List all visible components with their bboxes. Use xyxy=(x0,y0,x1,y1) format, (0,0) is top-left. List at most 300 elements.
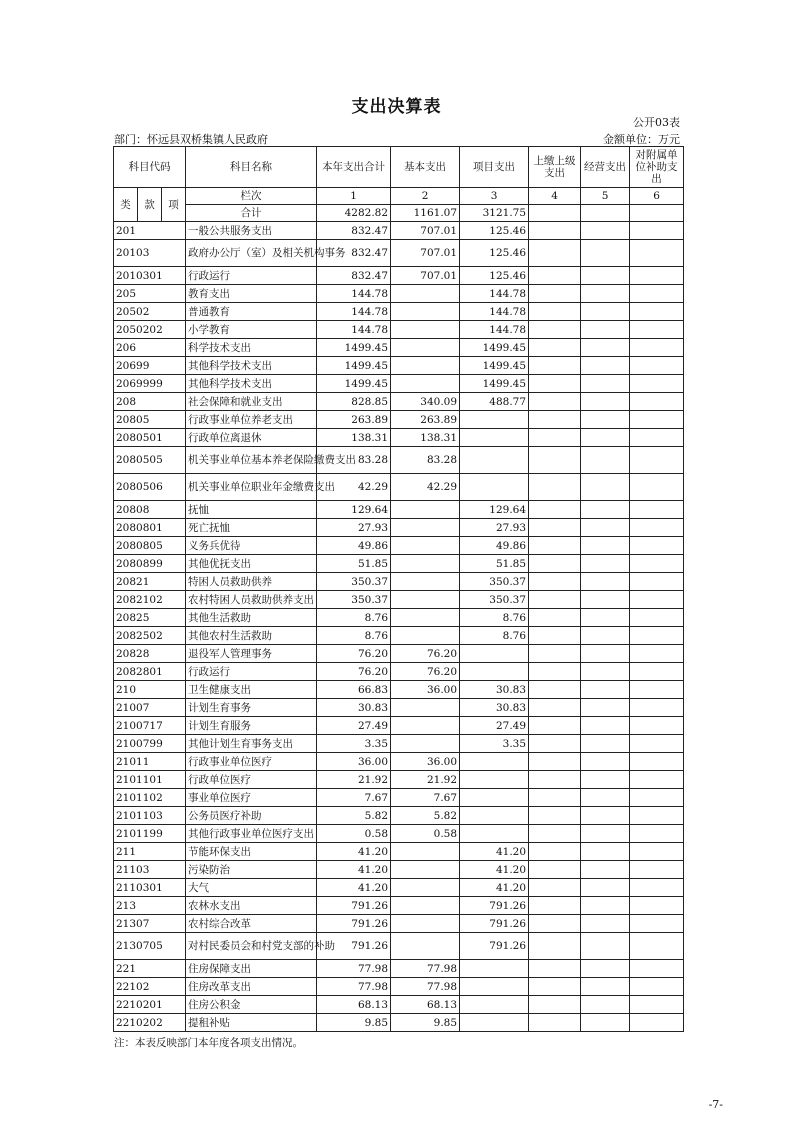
row-upper xyxy=(529,843,581,861)
row-upper xyxy=(529,897,581,915)
table-row xyxy=(114,222,684,240)
row-business xyxy=(581,915,630,933)
table-row xyxy=(114,339,684,357)
row-upper xyxy=(529,861,581,879)
row-business xyxy=(581,978,630,996)
row-business xyxy=(581,240,630,267)
row-business xyxy=(581,807,630,825)
row-name: 行政运行 xyxy=(186,663,317,681)
row-code: 2050202 xyxy=(114,321,186,339)
row-upper xyxy=(529,555,581,573)
row-basic: 77.98 xyxy=(391,960,460,978)
total-basic: 1161.07 xyxy=(391,205,460,222)
row-upper xyxy=(529,825,581,843)
row-basic: 36.00 xyxy=(391,681,460,699)
table-row xyxy=(114,933,684,960)
total-row xyxy=(114,205,684,222)
row-upper xyxy=(529,393,581,411)
row-total: 41.20 xyxy=(317,843,391,861)
row-subsidy xyxy=(630,447,684,474)
row-upper xyxy=(529,996,581,1014)
row-project xyxy=(460,645,529,663)
row-upper xyxy=(529,240,581,267)
row-name: 机关事业单位职业年金缴费支出 xyxy=(186,474,317,501)
row-project xyxy=(460,1014,529,1032)
row-project: 41.20 xyxy=(460,879,529,897)
row-name: 计划生育事务 xyxy=(186,699,317,717)
row-basic: 83.28 xyxy=(391,447,460,474)
row-business xyxy=(581,735,630,753)
row-business xyxy=(581,645,630,663)
row-code: 2080805 xyxy=(114,537,186,555)
row-code: 21011 xyxy=(114,753,186,771)
row-total: 791.26 xyxy=(317,915,391,933)
row-code: 213 xyxy=(114,897,186,915)
row-business xyxy=(581,789,630,807)
row-code: 2100799 xyxy=(114,735,186,753)
row-business xyxy=(581,393,630,411)
row-subsidy xyxy=(630,267,684,285)
row-project xyxy=(460,753,529,771)
row-code: 206 xyxy=(114,339,186,357)
row-business xyxy=(581,897,630,915)
row-code: 2080506 xyxy=(114,474,186,501)
row-code: 2101102 xyxy=(114,789,186,807)
row-project: 49.86 xyxy=(460,537,529,555)
row-upper xyxy=(529,717,581,735)
row-code: 2080801 xyxy=(114,519,186,537)
row-basic xyxy=(391,627,460,645)
row-basic xyxy=(391,519,460,537)
row-name: 科学技术支出 xyxy=(186,339,317,357)
row-project: 27.93 xyxy=(460,519,529,537)
table-row xyxy=(114,996,684,1014)
row-upper xyxy=(529,960,581,978)
row-name: 死亡抚恤 xyxy=(186,519,317,537)
total-project: 3121.75 xyxy=(460,205,529,222)
row-upper xyxy=(529,573,581,591)
header-business: 经营支出 xyxy=(581,147,630,188)
row-code: 22102 xyxy=(114,978,186,996)
row-business xyxy=(581,474,630,501)
row-project: 1499.45 xyxy=(460,357,529,375)
row-business xyxy=(581,447,630,474)
row-upper xyxy=(529,627,581,645)
row-code: 20805 xyxy=(114,411,186,429)
row-name: 政府办公厅（室）及相关机构事务 xyxy=(186,240,317,267)
column-row-label: 栏次 xyxy=(186,188,317,205)
header-project: 项目支出 xyxy=(460,147,529,188)
row-business xyxy=(581,960,630,978)
table-row xyxy=(114,267,684,285)
row-project: 125.46 xyxy=(460,267,529,285)
row-project: 30.83 xyxy=(460,681,529,699)
table-row xyxy=(114,753,684,771)
row-name: 行政单位医疗 xyxy=(186,771,317,789)
row-business xyxy=(581,627,630,645)
table-row xyxy=(114,915,684,933)
row-project xyxy=(460,807,529,825)
header-kuan: 款 xyxy=(138,188,162,222)
table-row xyxy=(114,591,684,609)
row-business xyxy=(581,699,630,717)
row-upper xyxy=(529,681,581,699)
row-subsidy xyxy=(630,663,684,681)
row-total: 1499.45 xyxy=(317,375,391,393)
row-basic xyxy=(391,735,460,753)
row-code: 2100717 xyxy=(114,717,186,735)
row-total: 1499.45 xyxy=(317,357,391,375)
row-code: 2082102 xyxy=(114,591,186,609)
row-total: 350.37 xyxy=(317,591,391,609)
row-name: 其他生活救助 xyxy=(186,609,317,627)
row-basic xyxy=(391,933,460,960)
row-total: 138.31 xyxy=(317,429,391,447)
row-code: 2110301 xyxy=(114,879,186,897)
table-row xyxy=(114,663,684,681)
row-total: 8.76 xyxy=(317,627,391,645)
row-upper xyxy=(529,537,581,555)
row-business xyxy=(581,996,630,1014)
row-upper xyxy=(529,357,581,375)
row-name: 大气 xyxy=(186,879,317,897)
row-total: 0.58 xyxy=(317,825,391,843)
row-name: 抚恤 xyxy=(186,501,317,519)
row-subsidy xyxy=(630,555,684,573)
row-project: 1499.45 xyxy=(460,375,529,393)
row-name: 其他行政事业单位医疗支出 xyxy=(186,825,317,843)
table-row xyxy=(114,807,684,825)
header-xiang: 项 xyxy=(162,188,186,222)
table-row xyxy=(114,645,684,663)
header-subject-name: 科目名称 xyxy=(186,147,317,188)
row-upper xyxy=(529,321,581,339)
row-project: 30.83 xyxy=(460,699,529,717)
row-basic xyxy=(391,285,460,303)
row-name: 社会保障和就业支出 xyxy=(186,393,317,411)
row-project xyxy=(460,474,529,501)
row-subsidy xyxy=(630,861,684,879)
row-business xyxy=(581,357,630,375)
row-total: 828.85 xyxy=(317,393,391,411)
row-code: 2010301 xyxy=(114,267,186,285)
row-basic xyxy=(391,537,460,555)
row-code: 2080501 xyxy=(114,429,186,447)
row-code: 21103 xyxy=(114,861,186,879)
row-project: 125.46 xyxy=(460,240,529,267)
row-name: 事业单位医疗 xyxy=(186,789,317,807)
row-subsidy xyxy=(630,645,684,663)
row-basic xyxy=(391,555,460,573)
table-row xyxy=(114,321,684,339)
row-subsidy xyxy=(630,825,684,843)
row-basic xyxy=(391,303,460,321)
row-basic: 340.09 xyxy=(391,393,460,411)
row-subsidy xyxy=(630,699,684,717)
table-row xyxy=(114,843,684,861)
table-row xyxy=(114,555,684,573)
row-business xyxy=(581,933,630,960)
row-name: 污染防治 xyxy=(186,861,317,879)
row-subsidy xyxy=(630,321,684,339)
row-business xyxy=(581,537,630,555)
row-subsidy xyxy=(630,789,684,807)
row-total: 263.89 xyxy=(317,411,391,429)
row-basic: 68.13 xyxy=(391,996,460,1014)
row-total: 51.85 xyxy=(317,555,391,573)
row-upper xyxy=(529,771,581,789)
row-project: 41.20 xyxy=(460,843,529,861)
row-total: 83.28 xyxy=(317,447,391,474)
row-subsidy xyxy=(630,411,684,429)
row-upper xyxy=(529,591,581,609)
row-business xyxy=(581,771,630,789)
row-name: 住房公积金 xyxy=(186,996,317,1014)
row-upper xyxy=(529,645,581,663)
row-total: 41.20 xyxy=(317,879,391,897)
row-business xyxy=(581,843,630,861)
row-subsidy xyxy=(630,429,684,447)
row-subsidy xyxy=(630,996,684,1014)
row-code: 221 xyxy=(114,960,186,978)
table-row xyxy=(114,375,684,393)
row-business xyxy=(581,285,630,303)
row-basic xyxy=(391,609,460,627)
row-total: 832.47 xyxy=(317,222,391,240)
row-code: 2080899 xyxy=(114,555,186,573)
row-subsidy xyxy=(630,681,684,699)
row-subsidy xyxy=(630,357,684,375)
row-name: 小学教育 xyxy=(186,321,317,339)
row-basic xyxy=(391,321,460,339)
row-subsidy xyxy=(630,591,684,609)
row-subsidy xyxy=(630,843,684,861)
row-upper xyxy=(529,789,581,807)
table-row xyxy=(114,879,684,897)
row-name: 住房保障支出 xyxy=(186,960,317,978)
row-name: 农村特困人员救助供养支出 xyxy=(186,591,317,609)
row-total: 350.37 xyxy=(317,573,391,591)
row-business xyxy=(581,753,630,771)
table-row xyxy=(114,357,684,375)
row-basic xyxy=(391,357,460,375)
row-upper xyxy=(529,753,581,771)
row-name: 其他农村生活救助 xyxy=(186,627,317,645)
row-basic: 77.98 xyxy=(391,978,460,996)
table-row xyxy=(114,960,684,978)
row-upper xyxy=(529,375,581,393)
total-label: 合计 xyxy=(186,205,317,222)
row-upper xyxy=(529,915,581,933)
row-upper xyxy=(529,303,581,321)
col-number: 5 xyxy=(581,188,630,205)
row-business xyxy=(581,321,630,339)
row-name: 卫生健康支出 xyxy=(186,681,317,699)
row-subsidy xyxy=(630,915,684,933)
row-basic: 263.89 xyxy=(391,411,460,429)
row-project: 791.26 xyxy=(460,915,529,933)
form-number: 公开03表 xyxy=(633,116,680,129)
col-number: 4 xyxy=(529,188,581,205)
row-subsidy xyxy=(630,960,684,978)
row-total: 66.83 xyxy=(317,681,391,699)
row-name: 节能环保支出 xyxy=(186,843,317,861)
page-title: 支出决算表 xyxy=(351,97,442,117)
row-upper xyxy=(529,807,581,825)
row-total: 27.49 xyxy=(317,717,391,735)
row-project xyxy=(460,429,529,447)
table-row xyxy=(114,393,684,411)
row-project xyxy=(460,789,529,807)
table-row xyxy=(114,717,684,735)
row-upper xyxy=(529,429,581,447)
row-project xyxy=(460,825,529,843)
row-basic xyxy=(391,501,460,519)
row-subsidy xyxy=(630,474,684,501)
row-subsidy xyxy=(630,897,684,915)
table-row xyxy=(114,573,684,591)
row-subsidy xyxy=(630,537,684,555)
row-code: 20825 xyxy=(114,609,186,627)
row-name: 农林水支出 xyxy=(186,897,317,915)
row-project: 144.78 xyxy=(460,285,529,303)
row-total: 49.86 xyxy=(317,537,391,555)
row-code: 2101199 xyxy=(114,825,186,843)
row-project: 791.26 xyxy=(460,897,529,915)
row-project: 1499.45 xyxy=(460,339,529,357)
row-name: 公务员医疗补助 xyxy=(186,807,317,825)
row-name: 对村民委员会和村党支部的补助 xyxy=(186,933,317,960)
row-upper xyxy=(529,447,581,474)
row-business xyxy=(581,411,630,429)
row-total: 7.67 xyxy=(317,789,391,807)
row-business xyxy=(581,879,630,897)
row-name: 普通教育 xyxy=(186,303,317,321)
row-name: 特困人员救助供养 xyxy=(186,573,317,591)
row-upper xyxy=(529,879,581,897)
row-code: 208 xyxy=(114,393,186,411)
row-project: 3.35 xyxy=(460,735,529,753)
header-subject-code: 科目代码 xyxy=(114,147,186,188)
row-total: 791.26 xyxy=(317,933,391,960)
row-name: 退役军人管理事务 xyxy=(186,645,317,663)
row-upper xyxy=(529,663,581,681)
row-subsidy xyxy=(630,393,684,411)
row-subsidy xyxy=(630,978,684,996)
header-total: 本年支出合计 xyxy=(317,147,391,188)
row-project: 125.46 xyxy=(460,222,529,240)
row-total: 5.82 xyxy=(317,807,391,825)
row-code: 211 xyxy=(114,843,186,861)
row-subsidy xyxy=(630,753,684,771)
row-code: 2069999 xyxy=(114,375,186,393)
row-basic: 7.67 xyxy=(391,789,460,807)
row-name: 行政事业单位医疗 xyxy=(186,753,317,771)
table-row xyxy=(114,897,684,915)
row-code: 205 xyxy=(114,285,186,303)
row-project xyxy=(460,447,529,474)
row-total: 144.78 xyxy=(317,303,391,321)
table-row xyxy=(114,771,684,789)
header-lei: 类 xyxy=(114,188,138,222)
row-total: 1499.45 xyxy=(317,339,391,357)
row-upper xyxy=(529,1014,581,1032)
row-business xyxy=(581,222,630,240)
row-code: 20103 xyxy=(114,240,186,267)
row-project: 350.37 xyxy=(460,591,529,609)
row-code: 201 xyxy=(114,222,186,240)
row-project: 41.20 xyxy=(460,861,529,879)
row-basic xyxy=(391,375,460,393)
row-basic: 76.20 xyxy=(391,663,460,681)
row-business xyxy=(581,591,630,609)
table-row xyxy=(114,627,684,645)
row-upper xyxy=(529,267,581,285)
row-total: 791.26 xyxy=(317,897,391,915)
row-business xyxy=(581,609,630,627)
row-upper xyxy=(529,222,581,240)
table-row xyxy=(114,429,684,447)
row-subsidy xyxy=(630,807,684,825)
row-business xyxy=(581,303,630,321)
row-name: 其他科学技术支出 xyxy=(186,357,317,375)
table-row xyxy=(114,519,684,537)
row-project: 27.49 xyxy=(460,717,529,735)
row-subsidy xyxy=(630,240,684,267)
row-total: 77.98 xyxy=(317,960,391,978)
row-subsidy xyxy=(630,285,684,303)
row-total: 9.85 xyxy=(317,1014,391,1032)
row-basic: 0.58 xyxy=(391,825,460,843)
row-code: 20699 xyxy=(114,357,186,375)
header-upper: 上缴上级支出 xyxy=(529,147,581,188)
row-project: 791.26 xyxy=(460,933,529,960)
row-subsidy xyxy=(630,609,684,627)
table-row xyxy=(114,609,684,627)
row-project: 8.76 xyxy=(460,627,529,645)
row-business xyxy=(581,681,630,699)
row-business xyxy=(581,375,630,393)
row-project: 350.37 xyxy=(460,573,529,591)
row-code: 2080505 xyxy=(114,447,186,474)
row-business xyxy=(581,825,630,843)
row-subsidy xyxy=(630,303,684,321)
row-basic xyxy=(391,699,460,717)
row-business xyxy=(581,717,630,735)
row-total: 68.13 xyxy=(317,996,391,1014)
row-total: 42.29 xyxy=(317,474,391,501)
row-basic: 36.00 xyxy=(391,753,460,771)
row-name: 一般公共服务支出 xyxy=(186,222,317,240)
row-business xyxy=(581,861,630,879)
table-row xyxy=(114,978,684,996)
row-project: 129.64 xyxy=(460,501,529,519)
amount-unit-label: 金额单位：万元 xyxy=(603,133,680,146)
row-code: 21307 xyxy=(114,915,186,933)
row-total: 30.83 xyxy=(317,699,391,717)
row-project xyxy=(460,978,529,996)
row-code: 20502 xyxy=(114,303,186,321)
row-upper xyxy=(529,339,581,357)
row-project xyxy=(460,996,529,1014)
row-basic xyxy=(391,591,460,609)
row-subsidy xyxy=(630,339,684,357)
row-code: 20821 xyxy=(114,573,186,591)
department-label: 部门：怀远县双桥集镇人民政府 xyxy=(114,133,268,146)
row-subsidy xyxy=(630,735,684,753)
row-basic: 707.01 xyxy=(391,240,460,267)
row-project xyxy=(460,771,529,789)
